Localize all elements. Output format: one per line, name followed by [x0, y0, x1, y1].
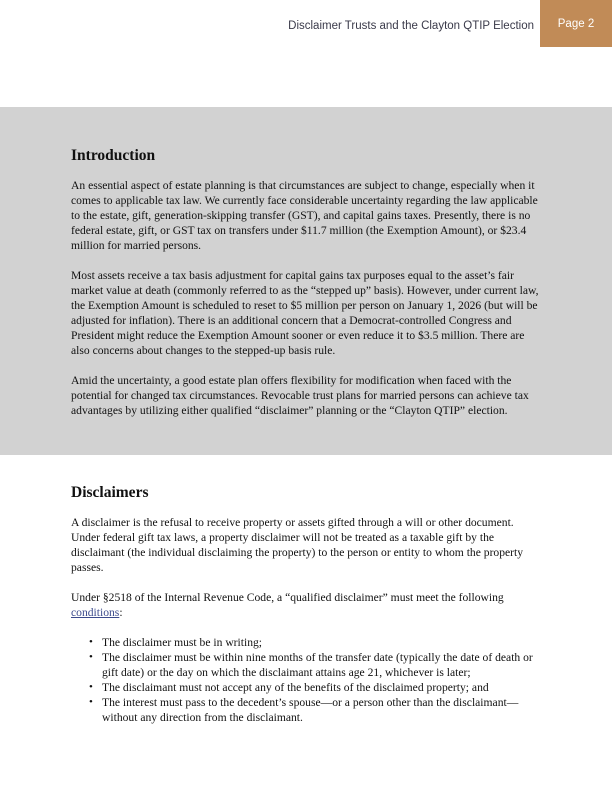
- list-item: [71, 695, 543, 725]
- qualified-disclaimer-conditions-list: [71, 635, 543, 725]
- disclaimers-paragraph-2: [71, 590, 543, 620]
- bullet-icon: •: [89, 696, 93, 708]
- list-item-text: The interest must pass to the decedent’s spouse—or a person other than the disclaimant—without any direction from the disclaimant.: [102, 696, 519, 724]
- list-item-text: The disclaimer must be within nine months of the transfer date (typically the date of death or gift date) or the day on which the disclaimant attains age 21, whichever is later;: [102, 651, 533, 679]
- conditions-link[interactable]: conditions: [71, 606, 120, 619]
- introduction-paragraph-3: Amid the uncertainty, a good estate plan offers flexibility for modification when faced with the potential for changed tax circumstances. Revocable trust plans for married persons can achieve tax advantages by utilizing either qualified “disclaimer” planning or the “Clayton QTIP” election.: [71, 374, 529, 417]
- disclaimers-heading: Disclaimers: [71, 484, 149, 501]
- list-item-text: The disclaimer must be in writing;: [102, 636, 263, 649]
- introduction-paragraph-2: Most assets receive a tax basis adjustment for capital gains tax purposes equal to the asset’s fair market value at death (commonly referred to as the “stepped up” basis). However, under current law, the Exemption Amount is scheduled to reset to $5 million per person on January 1, 2026 (but will be adjusted for inflation). There is an additional concern that a Democrat-controlled Congress and President might reduce the Exemption Amount sooner or even reduce it to $3.5 million. There are also concerns about changes to the stepped-up basis rule.: [71, 269, 539, 357]
- bullet-icon: •: [89, 681, 93, 693]
- list-item-text: The disclaimant must not accept any of the benefits of the disclaimed property; and: [102, 681, 489, 694]
- bullet-icon: •: [89, 651, 93, 663]
- page-number-badge: Page 2: [540, 0, 612, 47]
- paragraph-text: Under §2518 of the Internal Revenue Code, a “qualified disclaimer” must meet the following: [71, 591, 504, 604]
- introduction-paragraph-1: An essential aspect of estate planning is that circumstances are subject to change, especially when it comes to applicable tax law. We currently face considerable uncertainty regarding the law applicable to the estate, gift, generation-skipping transfer (GST), and capital gains taxes. Presently, there is no federal estate, gift, or GST tax on transfers under $11.7 million (the Exemption Amount), or $23.4 million for married persons.: [71, 179, 538, 252]
- introduction-heading: Introduction: [71, 147, 156, 164]
- list-item: [71, 680, 543, 695]
- disclaimers-paragraph-1: A disclaimer is the refusal to receive property or assets gifted through a will or other document. Under federal gift tax laws, a property disclaimer will not be treated as a taxable gift by the disclaimant (the individual disclaiming the property) to the person or entity to whom the property passes.: [71, 516, 524, 574]
- document-running-title: Disclaimer Trusts and the Clayton QTIP Election: [288, 20, 534, 32]
- paragraph-text-end: :: [119, 606, 123, 619]
- bullet-icon: •: [89, 636, 93, 648]
- list-item: [71, 635, 543, 650]
- list-item: [71, 650, 543, 680]
